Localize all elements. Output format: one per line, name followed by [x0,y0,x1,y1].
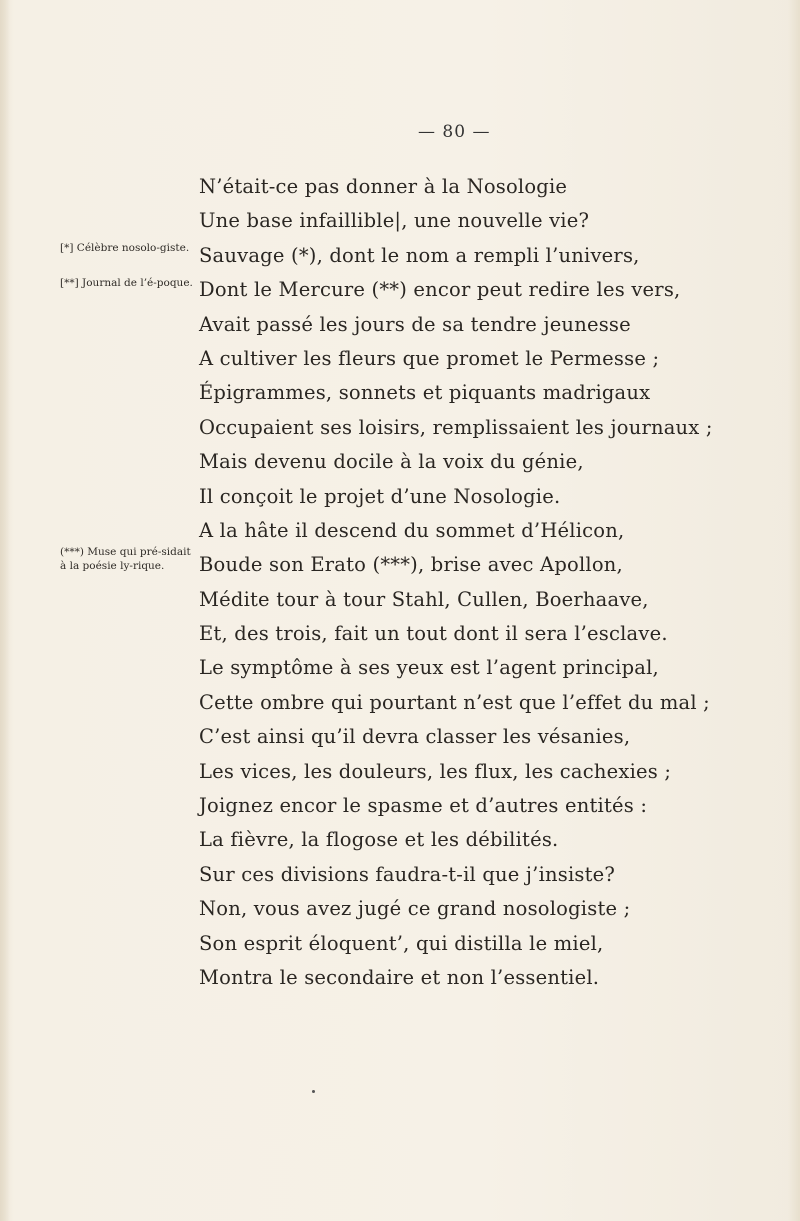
page-number: — 80 — [418,122,491,142]
verse-line: Médite tour à tour Stahl, Cullen, Boerhaave, [199,587,649,611]
verse-line: Les vices, les douleurs, les flux, les cachexies ; [199,759,672,783]
verse-line: Occupaient ses loisirs, remplissaient les journaux ; [199,415,713,439]
verse-line: Épigrammes, sonnets et piquants madrigaux [199,381,651,405]
verse-line: Montra le secondaire et non l’essentiel. [199,965,600,989]
verse-line: Et, des trois, fait un tout dont il sera l’esclave. [199,622,668,646]
verse-line: A la hâte il descend du sommet d’Hélicon, [199,518,625,542]
verse-line: A cultiver les fleurs que promet le Permesse ; [199,346,660,370]
verse-line: Joignez encor le spasme et d’autres entités : [199,794,648,818]
verse-line: C’est ainsi qu’il devra classer les vésanies, [199,725,631,749]
verse-line: Il conçoit le projet d’une Nosologie. [199,484,561,508]
ink-speck [312,1090,315,1093]
page-right-edge [788,0,800,1221]
verse-line: Mais devenu docile à la voix du génie, [199,450,584,474]
verse-line: Le symptôme à ses yeux est l’agent principal, [199,656,659,680]
verse-line: Dont le Mercure (**) encor peut redire les vers, [199,278,681,302]
verse-line: Une base infaillible|, une nouvelle vie? [199,209,590,233]
verse-line: Sur ces divisions faudra-t-il que j’insiste? [199,862,616,886]
margin-note-2: [**] Journal de l’é-poque. [60,277,193,289]
verse-line: N’était-ce pas donner à la Nosologie [199,175,568,198]
verse-line: Cette ombre qui pourtant n’est que l’effet du mal ; [199,690,710,714]
verse-line: Non, vous avez jugé ce grand nosologiste ; [199,897,631,921]
margin-note-3: (***) Muse qui pré-sidait à la poésie ly-rique. [60,546,191,572]
margin-note-1: [*] Célèbre nosolo-giste. [60,242,190,254]
verse-line: Sauvage (*), dont le nom a rempli l’univers, [199,243,640,267]
verse-line: Son esprit éloquent’, qui distilla le miel, [199,931,604,955]
verse-line: Boude son Erato (***), brise avec Apollon, [199,553,623,577]
page-left-edge [0,0,10,1221]
verse-line: Avait passé les jours de sa tendre jeunesse [199,312,631,336]
verse-line: La fièvre, la flogose et les débilités. [199,828,559,852]
poem-verses [199,170,759,995]
